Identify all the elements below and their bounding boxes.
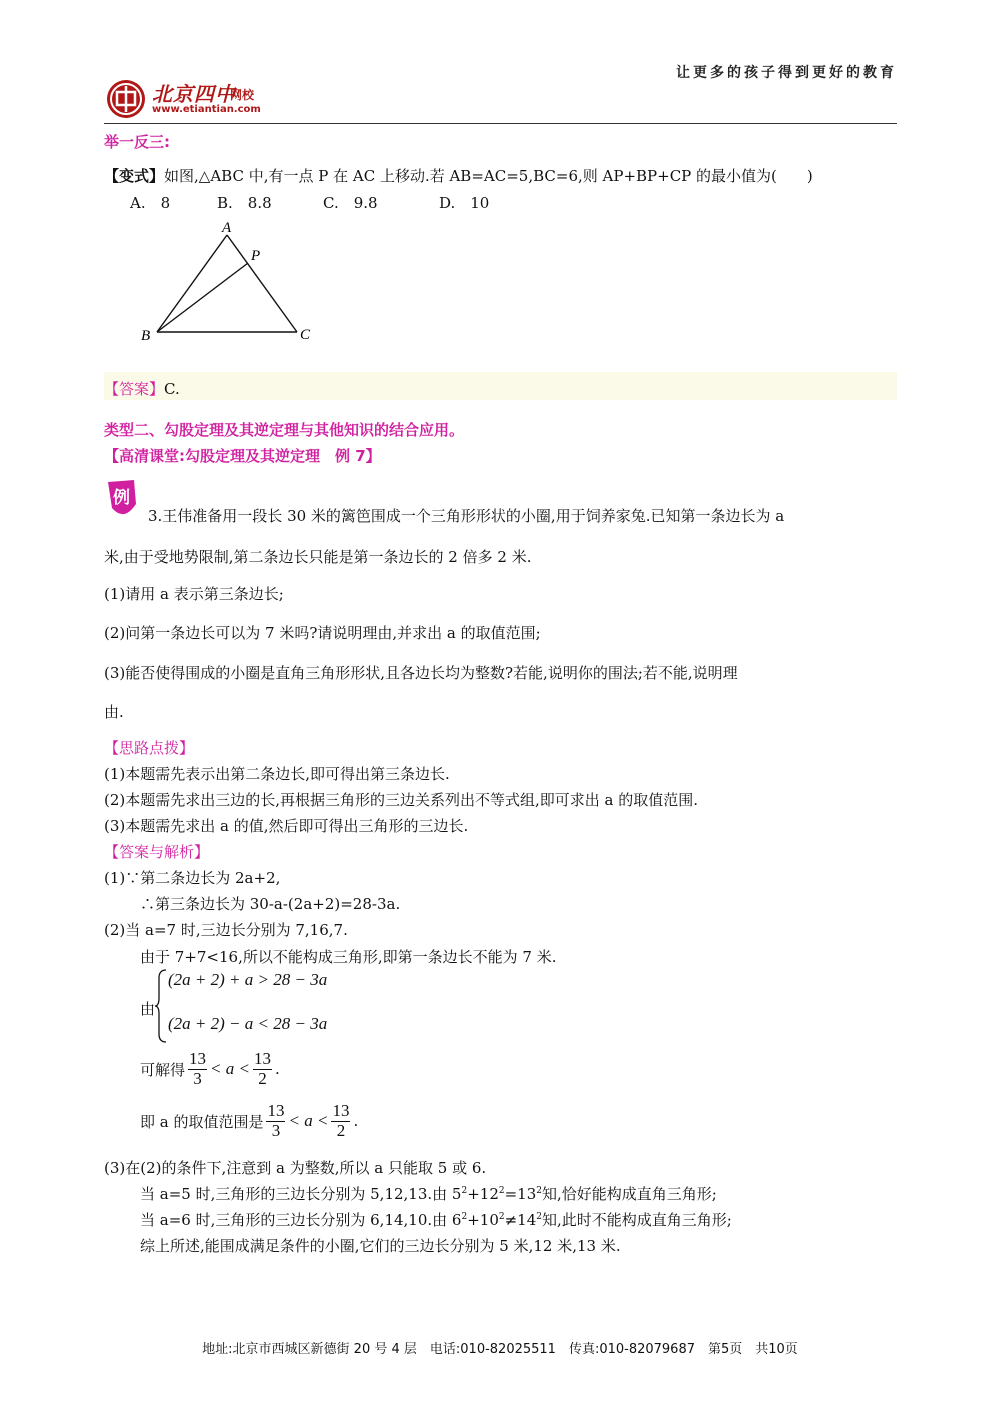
question-2: (2)问第一条边长可以为 7 米吗?请说明理由,并求出 a 的取值范围;	[104, 624, 541, 642]
solution-3c-text: +10	[467, 1211, 499, 1229]
option-a: A. 8	[130, 194, 171, 212]
solution-3c-text: 当 a=6 时,三角形的三边长分别为 6,14,10.由 6	[140, 1211, 462, 1229]
solution-2a: (2)当 a=7 时,三边长分别为 7,16,7.	[104, 921, 348, 939]
fraction-13-3	[266, 1102, 285, 1140]
type2-course: 【高清课堂:勾股定理及其逆定理 例 7】	[104, 447, 381, 465]
superscript: 2	[461, 1212, 468, 1222]
header-divider	[104, 123, 897, 124]
solution-1b: ∴第三条边长为 30-a-(2a+2)=28-3a.	[140, 895, 401, 913]
fraction-denominator: 3	[193, 1068, 202, 1088]
hint-line-2: (2)本题需先求出三边的长,再根据三角形的三边关系列出不等式组,即可求出 a 的取值范围.	[104, 791, 699, 809]
logo-name: 北京四中	[152, 82, 236, 106]
logo-url: www.etiantian.com	[152, 104, 261, 115]
option-b: B. 8.8	[217, 194, 272, 212]
variant-answer	[104, 378, 180, 399]
fraction-13-2	[331, 1102, 350, 1140]
solution-3b-text: +12	[467, 1185, 499, 1203]
question-1: (1)请用 a 表示第三条边长;	[104, 585, 284, 603]
fraction-13-3	[188, 1050, 207, 1088]
system-brace	[154, 968, 168, 1044]
segment-bp	[157, 263, 248, 332]
solution-3c-text: 知,此时不能构成直角三角形;	[541, 1211, 732, 1229]
period: .	[353, 1112, 359, 1131]
inequality-2: (2a + 2) − a < 28 − 3a	[168, 1014, 328, 1033]
fraction-numerator: 13	[189, 1049, 207, 1068]
solution-2b: 由于 7+7<16,所以不能构成三角形,即第一条边长不能为 7 米.	[140, 948, 557, 966]
logo-suffix: 网校	[230, 88, 255, 102]
answer-bar	[104, 372, 897, 400]
fraction-numerator: 13	[267, 1101, 285, 1120]
solution-3a: (3)在(2)的条件下,注意到 a 为整数,所以 a 只能取 5 或 6.	[104, 1159, 487, 1177]
section-heading-juyi: 举一反三:	[104, 133, 170, 151]
hint-tag: 【思路点拨】	[104, 739, 195, 757]
label-p: P	[251, 248, 261, 264]
type2-title: 类型二、勾股定理及其逆定理与其他知识的结合应用。	[104, 421, 465, 439]
hint-line-3: (3)本题需先求出 a 的值,然后即可得出三角形的三边长.	[104, 817, 469, 835]
side-ac	[227, 235, 297, 332]
fraction-denominator: 3	[271, 1120, 281, 1140]
label-c: C	[300, 327, 311, 343]
range-result	[140, 1102, 358, 1140]
solve-result	[140, 1050, 280, 1088]
question-3-line2: 由.	[104, 703, 124, 721]
solve-prefix: 可解得	[140, 1060, 186, 1079]
solution-3b-text: =13	[504, 1185, 537, 1203]
system-prefix: 由	[140, 1000, 156, 1018]
fraction-denominator: 2	[336, 1120, 346, 1140]
answer-value: C.	[164, 380, 180, 398]
solution-3b-text: 当 a=5 时,三角形的三边长分别为 5,12,13.由 5	[140, 1185, 462, 1203]
solution-3b-text: 知,恰好能构成直角三角形;	[541, 1185, 717, 1203]
label-b: B	[141, 328, 151, 344]
solution-3b	[140, 1183, 717, 1204]
range-prefix: 即 a 的取值范围是	[140, 1112, 264, 1131]
page-footer: 地址:北京市西城区新德街 20 号 4 层 电话:010-82025511 传真:010-82079687 第5页 共10页	[202, 1342, 798, 1357]
inequality-1: (2a + 2) + a > 28 − 3a	[168, 970, 328, 989]
side-ab	[157, 235, 227, 332]
question-3-line1: (3)能否使得围成的小圈是直角三角形形状,且各边长均为整数?若能,说明你的围法;若不能,说明理	[104, 664, 738, 682]
solution-1a: (1)∵第二条边长为 2a+2,	[104, 869, 281, 887]
fraction-numerator: 13	[253, 1049, 271, 1068]
example-badge	[104, 478, 140, 522]
inequality-middle: < a <	[210, 1059, 250, 1079]
period: .	[274, 1060, 280, 1079]
fraction-numerator: 13	[332, 1101, 350, 1120]
solution-3c-text: ≠14	[504, 1211, 537, 1229]
label-a: A	[222, 220, 232, 236]
option-c: C. 9.8	[323, 194, 378, 212]
option-d: D. 10	[439, 194, 490, 212]
logo-emblem-icon	[104, 78, 150, 120]
solution-3d: 综上所述,能围成满足条件的小圈,它们的三边长分别为 5 米,12 米,13 米.	[140, 1237, 621, 1255]
superscript: 2	[498, 1186, 505, 1196]
fraction-denominator: 2	[258, 1068, 267, 1088]
superscript: 2	[498, 1212, 505, 1222]
problem-line2: 米,由于受地势限制,第二条边长只能是第一条边长的 2 倍多 2 米.	[104, 548, 532, 566]
hint-line-1: (1)本题需先表示出第二条边长,即可得出第三条边长.	[104, 765, 450, 783]
solution-tag: 【答案与解析】	[104, 843, 210, 861]
superscript: 2	[536, 1186, 542, 1196]
variant-tag: 【变式】	[104, 167, 165, 185]
superscript: 2	[461, 1186, 468, 1196]
answer-tag: 【答案】	[104, 380, 165, 398]
variant-question	[104, 165, 813, 186]
solution-3c	[140, 1209, 732, 1230]
problem-line1: 3.王伟准备用一段长 30 米的篱笆围成一个三角形形状的小圈,用于饲养家兔.已知第一条边长为 a	[148, 507, 785, 525]
variant-question-text: 如图,△ABC 中,有一点 P 在 AC 上移动.若 AB=AC=5,BC=6,则 AP+BP+CP 的最小值为( )	[164, 167, 813, 185]
triangle-figure	[135, 215, 325, 345]
superscript: 2	[536, 1212, 542, 1222]
variant-options	[130, 192, 489, 213]
header-slogan: 让更多的孩子得到更好的教育	[676, 65, 897, 81]
inequality-middle: < a <	[288, 1111, 329, 1131]
fraction-13-2	[253, 1050, 272, 1088]
badge-label: 例	[113, 488, 130, 508]
